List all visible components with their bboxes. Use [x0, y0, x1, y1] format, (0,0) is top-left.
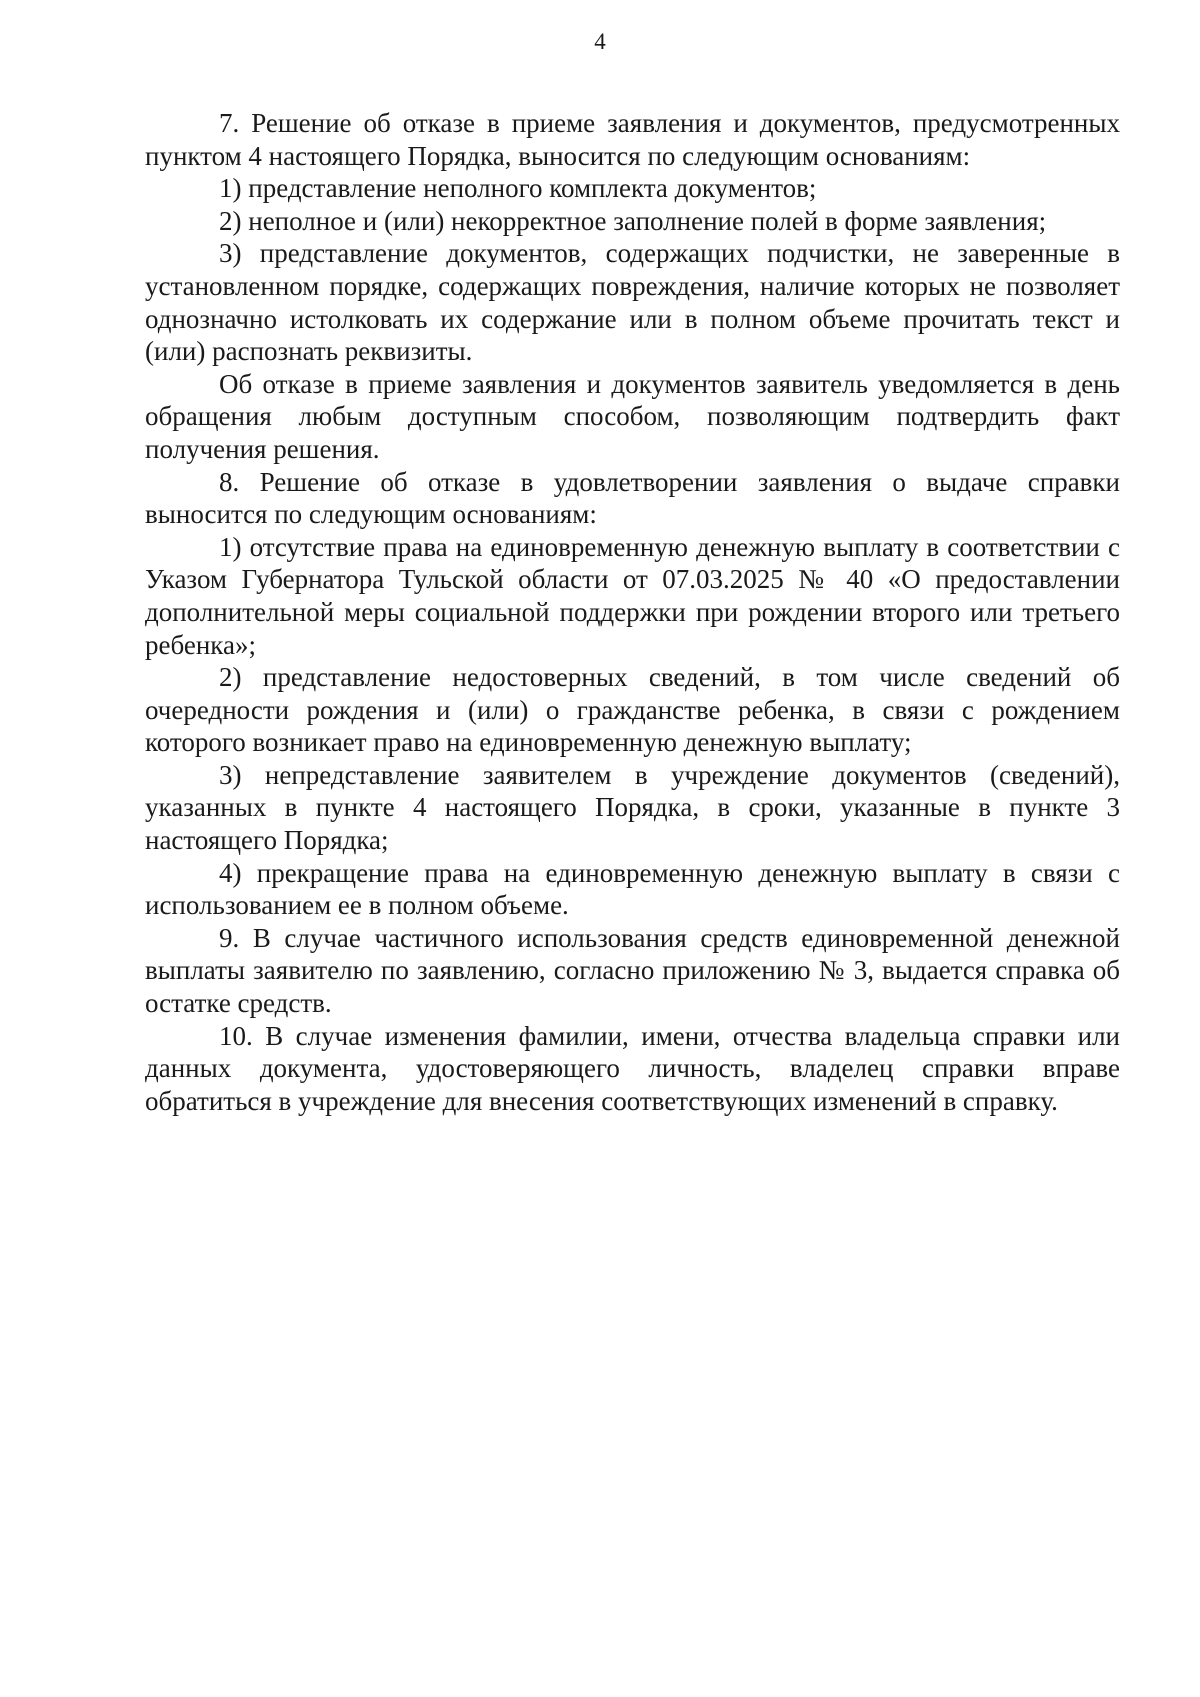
list-item-8-2: 2) представление недостоверных сведений, в том числе сведений об очередности рождения и (или) о гражданстве ребенка, в связи с рождением которого возникает право на единовременную денежную выплату;: [145, 662, 1120, 758]
document-body: [145, 107, 1120, 1117]
paragraph-10: 10. В случае изменения фамилии, имени, отчества владельца справки или данных документа, удостоверяющего личность, владелец справки вправе обратиться в учреждение для внесения соответствующих изменений в справку.: [145, 1020, 1120, 1116]
list-item-7-1: 1) представление неполного комплекта документов;: [219, 173, 817, 204]
list-item-8-1: 1) отсутствие права на единовременную денежную выплату в соответствии с Указом Губернатора Тульской области от 07.03.2025 № 40 «О предоставлении дополнительной меры социальной поддержки при рождении второго или третьего ребенка»;: [145, 531, 1120, 660]
paragraph-8: 8. Решение об отказе в удовлетворении заявления о выдаче справки выносится по следующим основаниям:: [145, 466, 1120, 530]
list-item-7-3: 3) представление документов, содержащих подчистки, не заверенные в установленном порядке, содержащих повреждения, наличие которых не позволяет однозначно истолковать их содержание или в полном объеме прочитать текст и (или) распознать реквизиты.: [145, 238, 1120, 367]
list-item-8-4: 4) прекращение права на единовременную денежную выплату в связи с использованием ее в полном объеме.: [145, 857, 1120, 921]
paragraph-9: 9. В случае частичного использования средств единовременной денежной выплаты заявителю по заявлению, согласно приложению № 3, выдается справка об остатке средств.: [145, 922, 1120, 1019]
paragraph-7: 7. Решение об отказе в приеме заявления и документов, предусмотренных пунктом 4 настоящего Порядка, выносится по следующим основаниям:: [145, 108, 1120, 171]
paragraph-7-notice: Об отказе в приеме заявления и документов заявитель уведомляется в день обращения любым доступным способом, позволяющим подтвердить факт получения решения.: [145, 368, 1120, 464]
list-item-7-2: 2) неполное и (или) некорректное заполнение полей в форме заявления;: [219, 205, 1047, 236]
list-item-8-3: 3) непредставление заявителем в учреждение документов (сведений), указанных в пункте 4 настоящего Порядка, в сроки, указанные в пункте 3 настоящего Порядка;: [145, 759, 1120, 856]
page-number: 4: [594, 29, 606, 54]
